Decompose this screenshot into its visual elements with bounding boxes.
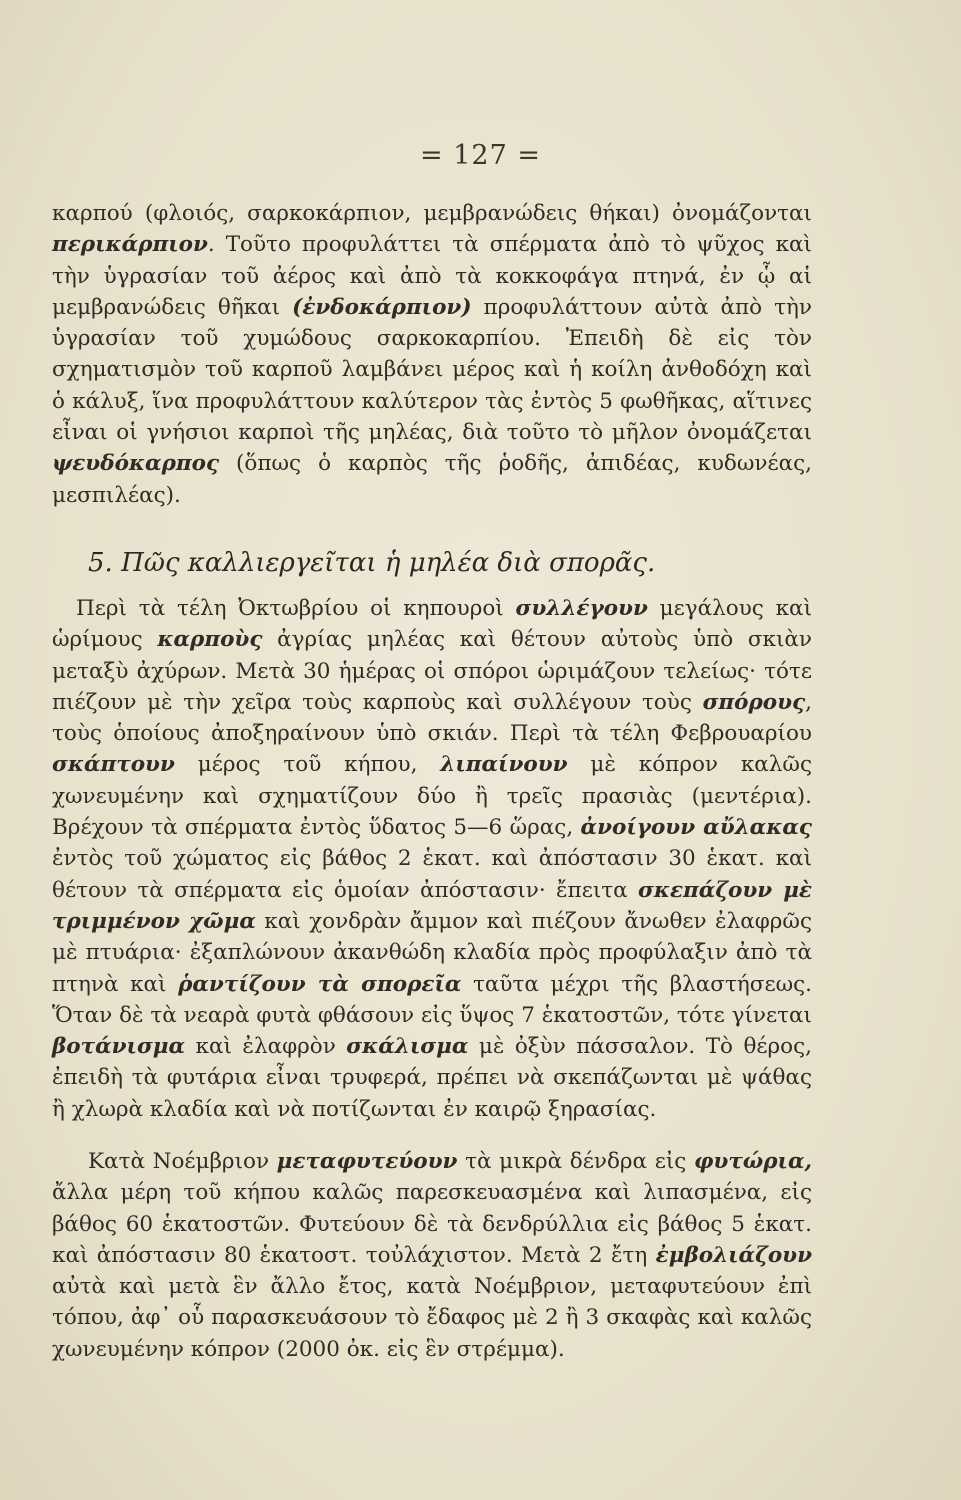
text-run: (ὅπως ὁ καρπὸς τῆς ῥοδῆς, ἀπιδέας, κυδωνέας, μεσπιλέας).: [52, 451, 812, 508]
section-heading: 5. Πῶς καλλιεργεῖται ἡ μηλέα διὰ σπορᾶς.: [88, 548, 656, 578]
paragraph-transplant: [52, 1146, 812, 1365]
term-dig: σκάπτουν: [52, 752, 175, 778]
term-graft: ἐμβολιάζουν: [655, 1242, 812, 1268]
text-run: ἐντὸς τοῦ χώματος εἰς βάθος 2 ἑκατ. καὶ ἀπόστασιν 30 ἑκατ. καὶ θέτουν τὰ σπέρματα εἰς ὁμοίαν ἀπόστασιν· ἔπειτα: [52, 846, 812, 903]
term-fruits: καρποὺς: [157, 627, 263, 653]
paragraph-sowing: [52, 593, 812, 1125]
text-run: καὶ ἐλαφρὸν: [185, 1034, 347, 1060]
text-run: . Τοῦτο προφυλάττει τὰ σπέρματα ἀπὸ τὸ ψῦχος καὶ τὴν ὑγρασίαν τοῦ ἀέρος καὶ ἀπὸ τὰ κοκκοφάγα πτηνά, ἐν ᾧ αἱ μεμβρανώδεις θῆκαι: [52, 232, 812, 320]
text-run: , τοὺς ὁποίους ἀποξηραίνουν ὑπὸ σκιάν. Περὶ τὰ τέλη Φεβρουαρίου: [52, 689, 812, 747]
term-weeding: βοτάνισμα: [52, 1034, 186, 1060]
term-fertilize: λιπαίνουν: [440, 752, 568, 778]
text-run: τὰ μικρὰ δένδρα εἰς: [457, 1149, 694, 1174]
text-run: μεγάλους καὶ ὡρίμους: [52, 596, 813, 653]
text-run: ἀγρίας μηλέας καὶ θέτουν αὐτοὺς ὑπὸ σκιὰν μεταξὺ ἀχύρων. Μετὰ 30 ἡμέρας οἱ σπόροι ὡριμάζουν τελείως· τότε πιέζουν μὲ τὴν χεῖρα τοὺς καρποὺς καὶ συλλέγουν τοὺς: [52, 627, 813, 715]
text-run: ἄλλα μέρη τοῦ κήπου καλῶς παρεσκευασμένα καὶ λιπασμένα, εἰς βάθος 60 ἑκατοστῶν. Φυτεύουν δὲ τὰ δενδρύλλια εἰς βάθος 5 ἑκατ. καὶ ἀπόστασιν 80 ἑκατοστ. τοὐλάχιστον. Μετὰ 2 ἔτη: [52, 1180, 812, 1268]
text-run: μὲ κόπρον καλῶς χωνευμένην καὶ σχηματίζουν δύο ἢ τρεῖς πρασιὰς (μεντέρια). Βρέχουν τὰ σπέρματα ἐντὸς ὕδατος 5—6 ὥρας,: [52, 752, 812, 841]
term-pseudocarp: ψευδόκαρπος: [52, 451, 220, 477]
term-cover-soil: σκεπάζουν μὲ τριμμένον χῶμα: [52, 877, 812, 934]
text-run: μέρος τοῦ κήπου,: [174, 752, 441, 778]
paragraph-pericarp: [52, 198, 812, 511]
text-run: καὶ χονδρὰν ἄμμον καὶ πιέζουν ἄνωθεν ἐλαφρῶς μὲ πτυάρια· ἐξαπλώνουν ἀκανθώδη κλαδία πρὸς προφύλαξιν ἀπὸ τὰ πτηνὰ καὶ: [52, 908, 812, 997]
term-hoeing: σκάλισμα: [346, 1034, 469, 1060]
term-pericarp: περικάρπιον: [52, 232, 208, 258]
text-run: προφυλάττουν αὐτὰ ἀπὸ τὴν ὑγρασίαν τοῦ χυμώδους σαρκοκαρπίου. Ἐπειδὴ δὲ εἰς τὸν σχηματισμὸν τοῦ καρποῦ λαμβάνει μέρος καὶ ἡ κοίλη ἀνθοδόχη καὶ ὁ κάλυξ, ἵνα προφυλάττουν καλύτερον τὰς ἐντὸς 5 φωθῆκας, αἵτινες εἶναι οἱ γνήσιοι καρποὶ τῆς μηλέας, διὰ τοῦτο τὸ μῆλον ὀνομάζεται: [52, 294, 812, 446]
text-run: μὲ ὀξὺν πάσσαλον. Τὸ θέρος, ἐπειδὴ τὰ φυτάρια εἶναι τρυφερά, πρέπει νὰ σκεπάζωνται μὲ ψάθας ἢ χλωρὰ κλαδία καὶ νὰ ποτίζωνται ἐν καιρῷ ξηρασίας.: [52, 1034, 812, 1122]
term-open-furrows: ἀνοίγουν αὔλακας: [580, 815, 812, 841]
page-number: = 127 =: [420, 140, 541, 171]
term-transplant: μεταφυτεύουν: [276, 1149, 458, 1174]
term-nurseries: φυτώρια,: [693, 1149, 812, 1174]
text-run: ταῦτα μέχρι τῆς βλαστήσεως. Ὅταν δὲ τὰ νεαρὰ φυτὰ φθάσουν εἰς ὕψος 7 ἑκατοστῶν, τότε γίνεται: [52, 971, 812, 1028]
text-run: Περὶ τὰ τέλη Ὀκτωβρίου οἱ κηπουροὶ: [76, 596, 516, 621]
term-water-seedbeds: ῥαντίζουν τὰ σπορεῖα: [178, 971, 462, 997]
term-collect: συλλέγουν: [515, 596, 648, 621]
text-run: καρπού (φλοιός, σαρκοκάρπιον, μεμβρανώδεις θήκαι) ὀνομάζονται: [52, 201, 812, 226]
text-run: αὐτὰ καὶ μετὰ ἓν ἄλλο ἔτος, κατὰ Νοέμβριον, μεταφυτεύουν ἐπὶ τόπου, ἀφ᾿ οὗ παρασκευάσουν τὸ ἔδαφος μὲ 2 ἢ 3 σκαφὰς καὶ καλῶς χωνευμένην κόπρον (2000 ὀκ. εἰς ἓν στρέμμα).: [52, 1274, 812, 1362]
term-seeds: σπόρους: [702, 689, 806, 715]
term-endocarp: (ἐνδοκάρπιον): [292, 294, 472, 320]
text-run: Κατὰ Νοέμβριον: [88, 1149, 277, 1174]
